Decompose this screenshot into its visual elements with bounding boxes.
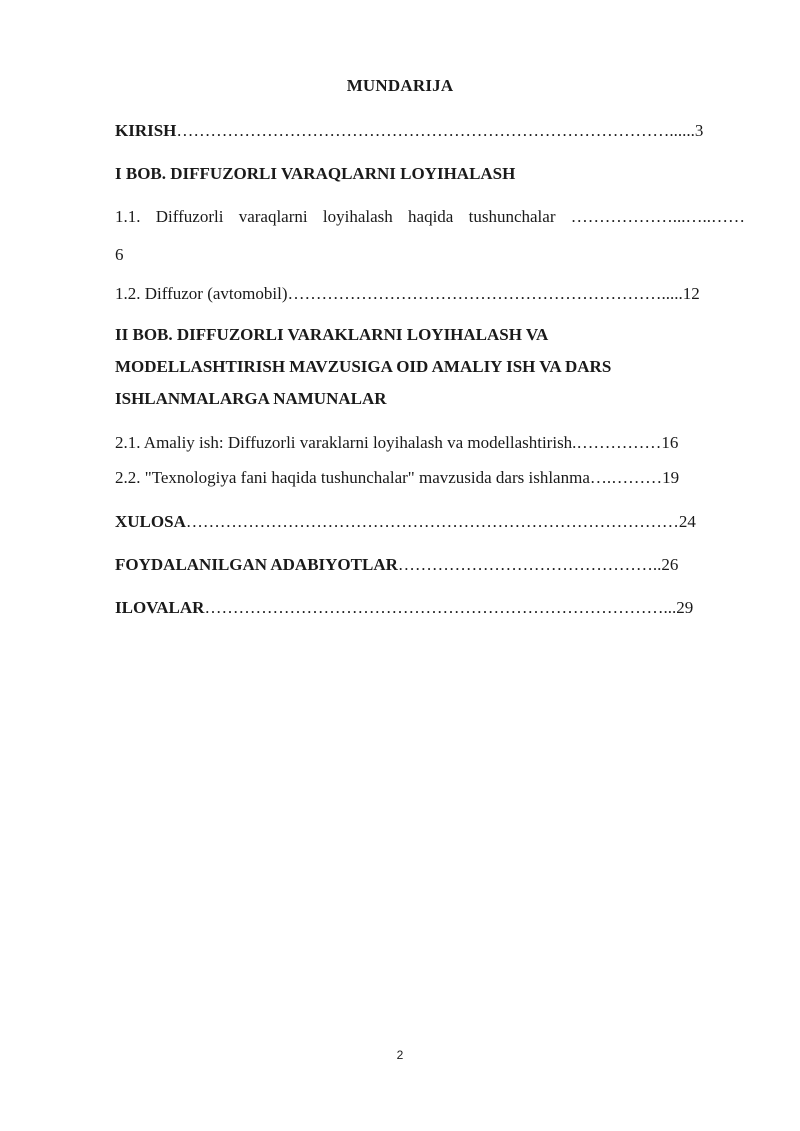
toc-chapter-2-line-3: ISHLANMALARGA NAMUNALAR	[115, 389, 387, 408]
toc-entry-leader: ………………………………………………………….....12	[287, 284, 700, 303]
toc-entry-2-2: 2.2. "Texnologiya fani haqida tushunchalar" mavzusida dars ishlanma….………19	[115, 468, 680, 487]
toc-entry-ilovalar	[115, 596, 745, 620]
toc-chapter-2	[115, 323, 745, 419]
toc-entry-label: ILOVALAR	[115, 598, 205, 617]
toc-entry-page: 6	[115, 245, 124, 264]
page-title: MUNDARIJA	[346, 76, 454, 95]
toc-entry-label: 1.1. Diffuzorli varaqlarni loyihalash haqida tushunchalar ………………...…..……	[115, 207, 745, 226]
toc-entry-leader: ………………………………………………………………………...29	[204, 598, 694, 617]
toc-entry-1-1	[115, 205, 745, 267]
toc-entry-label: KIRISH	[115, 121, 177, 140]
toc-entry-2-1: 2.1. Amaliy ish: Diffuzorli varaklarni loyihalash va modellashtirish.……………16	[115, 433, 679, 452]
toc-entry-1-2	[115, 282, 745, 306]
toc-entry-xulosa	[115, 510, 745, 534]
toc-entry-leader: ……………………………………………………………………………......3	[176, 121, 704, 140]
toc-entry-label: XULOSA	[115, 512, 186, 531]
toc-entry-leader: ………………………………………..26	[397, 555, 679, 574]
toc-entry-label: 1.2. Diffuzor (avtomobil)	[115, 284, 288, 303]
toc-chapter-1: I BOB. DIFFUZORLI VARAQLARNI LOYIHALASH	[115, 164, 516, 183]
toc-entry-label: FOYDALANILGAN ADABIYOTLAR	[115, 555, 398, 574]
toc-entry-kirish	[115, 119, 745, 143]
page-number: 2	[396, 1048, 404, 1062]
toc-chapter-2-line-1: II BOB. DIFFUZORLI VARAKLARNI LOYIHALASH VA	[115, 325, 549, 344]
toc-entry-leader: ……………………………………………………………………………24	[185, 512, 696, 531]
toc-chapter-2-line-2: MODELLASHTIRISH MAVZUSIGA OID AMALIY ISH VA DARS	[115, 357, 612, 376]
toc-entry-adabiyotlar	[115, 553, 745, 577]
